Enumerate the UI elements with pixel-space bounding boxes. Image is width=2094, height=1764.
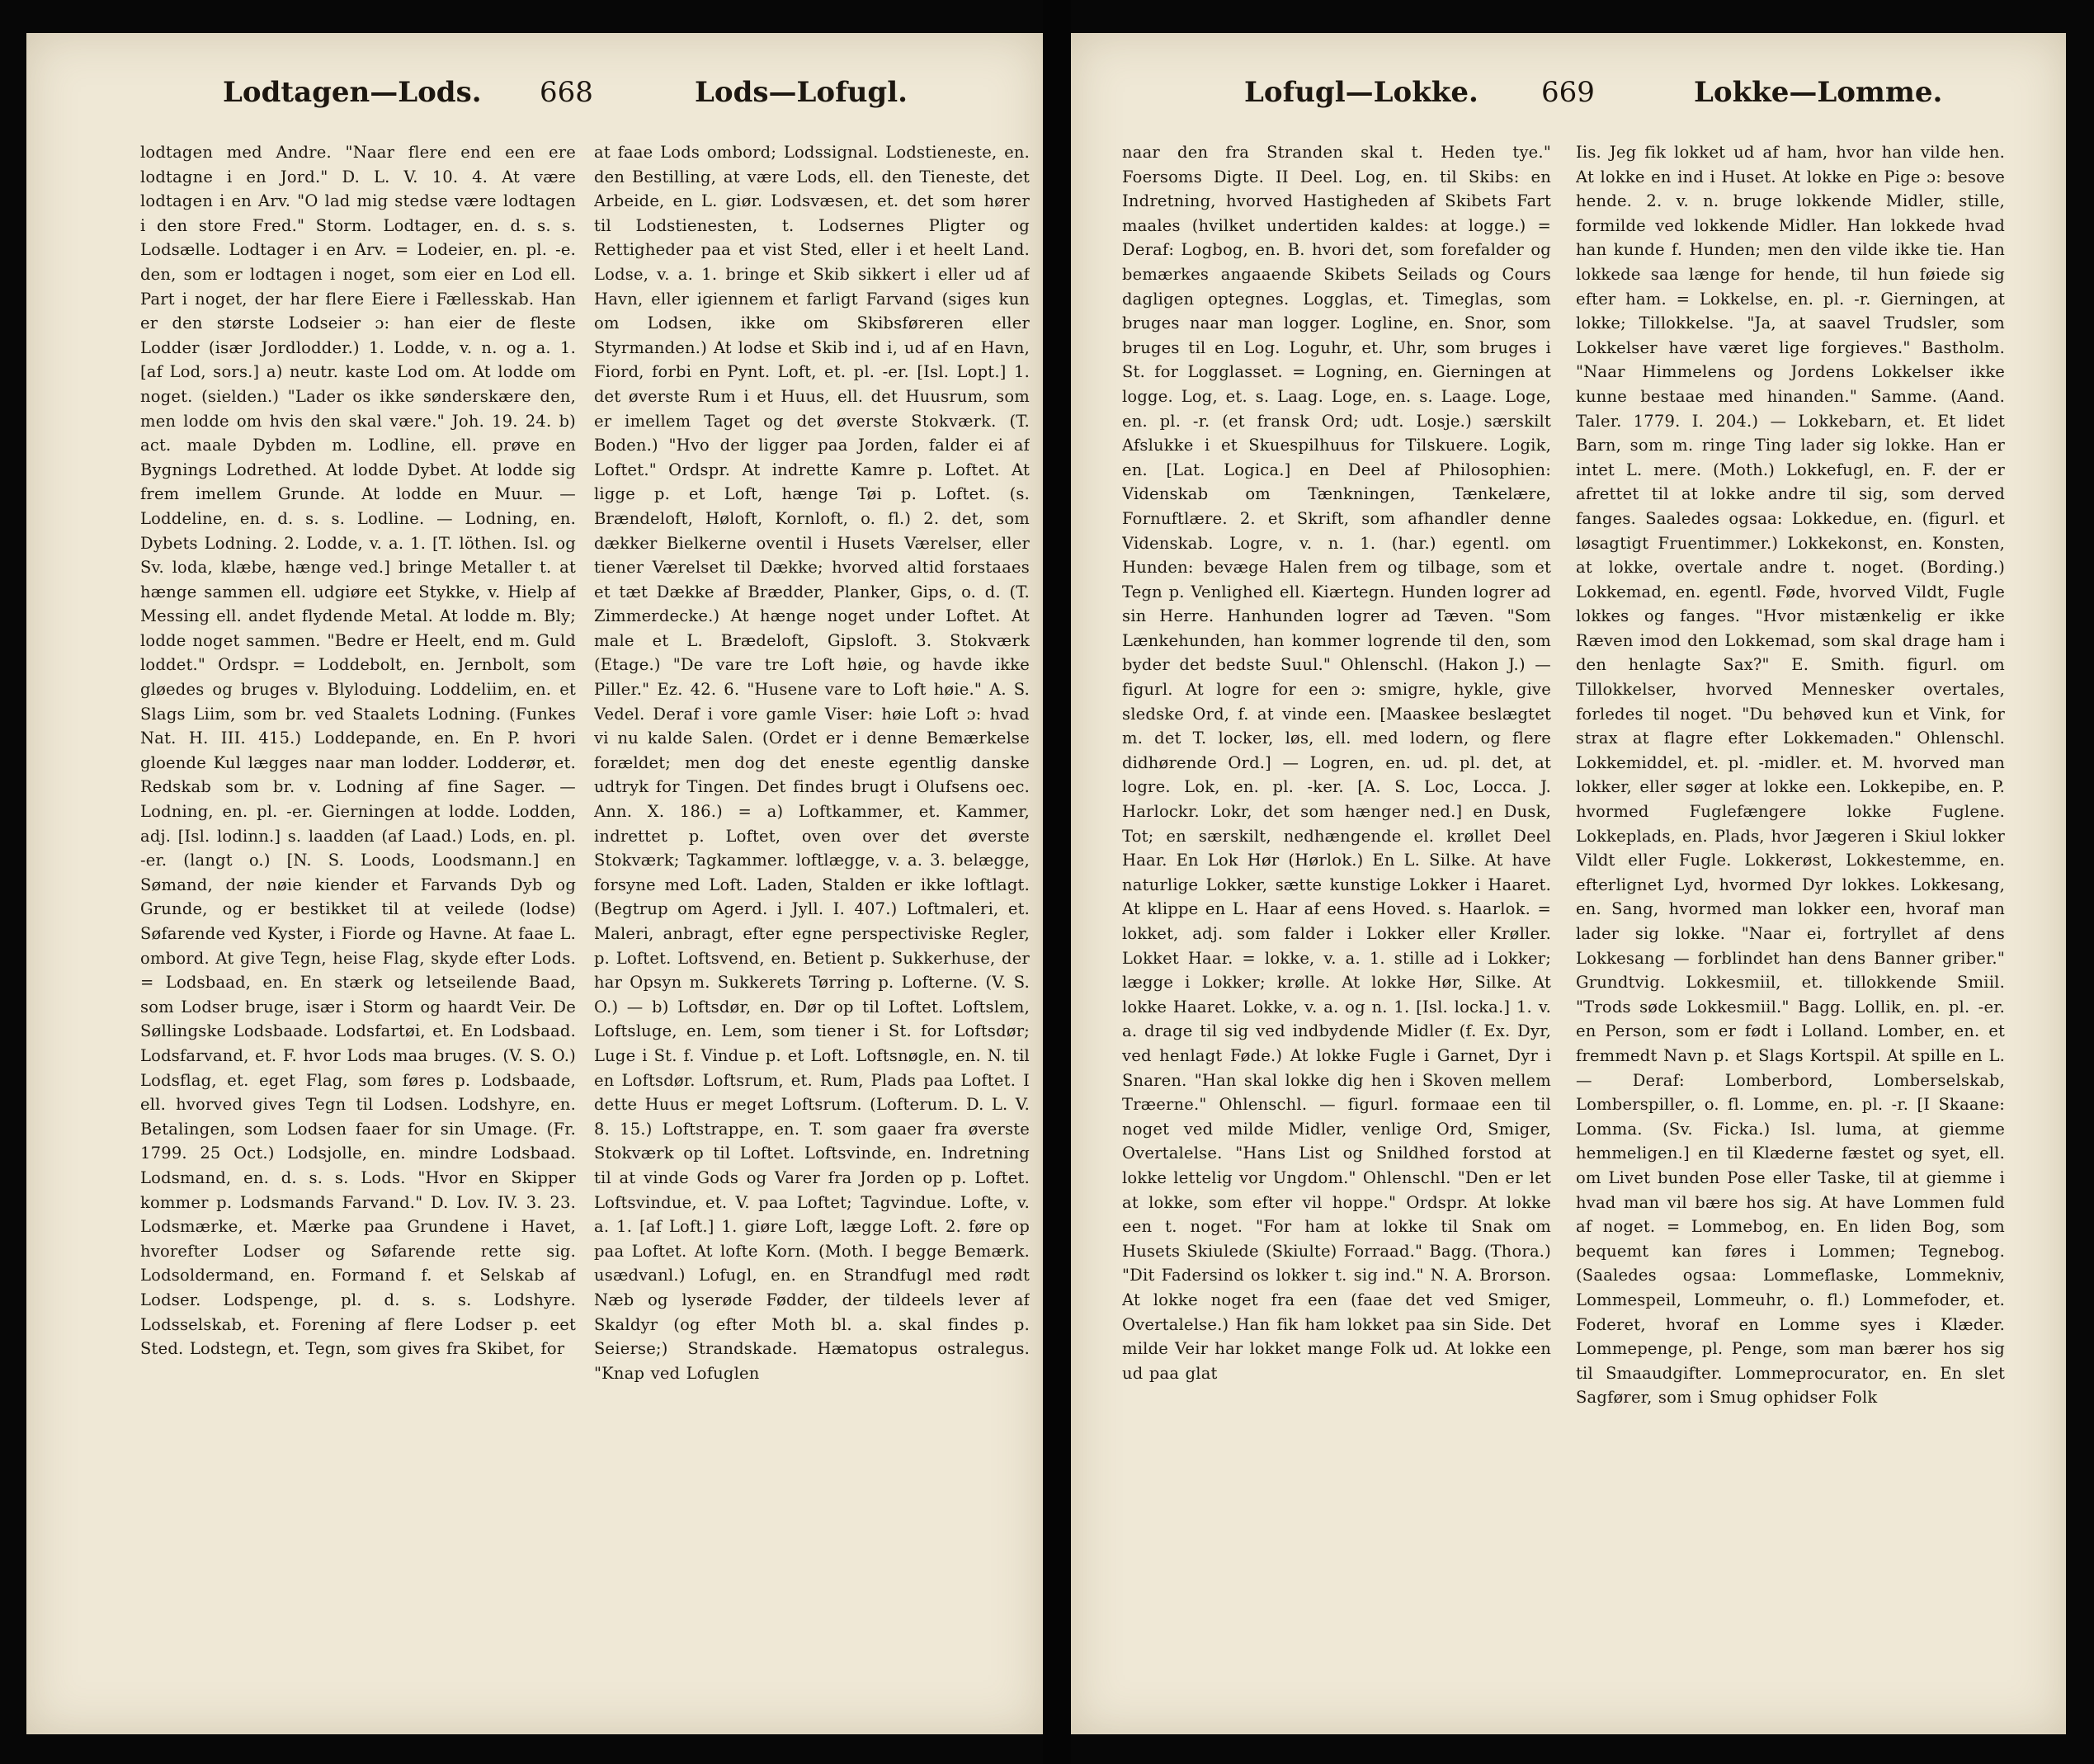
- running-head-right: Lods—Lofugl.: [695, 76, 908, 109]
- page-number: 668: [540, 76, 593, 109]
- page-number: 669: [1541, 76, 1595, 109]
- text-column-2: [594, 140, 1030, 1716]
- running-head-left: Lodtagen—Lods.: [223, 76, 482, 109]
- running-head-right: Lokke—Lomme.: [1694, 76, 1943, 109]
- page-header: [1071, 76, 2066, 129]
- text-column-1: [140, 140, 576, 1716]
- book-gutter: [1043, 0, 1071, 1764]
- right-page: [1071, 33, 2066, 1734]
- text-column-1: [1122, 140, 1551, 1716]
- left-page: [26, 33, 1043, 1734]
- dictionary-text: naar den fra Stranden skal t. Heden tye." Foersoms Digte. II Deel. Log, en. til Skibs: en Indretning, hvorved Hastigheden af Skibets Fart maales (hvilket undertiden kaldes: at logge.) = Deraf: Logbog, en. B. hvori det, som forefalder og bemærkes angaaende Skibets Seilads og Cours dagligen optegnes. Logglas, et. Timeglas, som bruges naar man logger. Logline, en. Snor, som bruges til en Log. Loguhr, et. Uhr, som bruges i St. for Logglasset. = Logning, en. Gierningen at logge. Log, et. s. Laag. Loge, en. s. Laage. Loge, en. pl. -r. (et fransk Ord; udt. Losje.) særskilt Afslukke i et Skuespilhuus for Tilskuere. Logik, en. [Lat. Logica.] en Deel af Philosophien: Videnskab om Tænkningen, Tænkelære, Fornuftlære. 2. et Skrift, som afhandler denne Videnskab. Logre, v. n. 1. (har.) egentl. om Hunden: bevæge Halen frem og tilbage, som et Tegn p. Venlighed ell. Kiærtegn. Hunden logrer ad sin Herre. Hanhunden logrer ad Tæven. "Som Lænkehunden, han kommer logrende til den, som byder det bedste Suul." Ohlenschl. (Hakon J.) — figurl. At logre for een ɔ: smigre, hykle, give sledske Ord, f. at vinde een. [Maaskee beslægtet m. det T. locker, løs, ell. med lodern, og flere didhørende Ord.] — Logren, en. ud. pl. det, at logre. Lok, en. pl. -ker. [A. S. Loc, Locca. J. Harlockr. Lokr, det som hænger ned.] en Dusk, Tot; en særskilt, nedhængende el. krøllet Deel Haar. En Lok Hør (Hørlok.) En L. Silke. At have naturlige Lokker, sætte kunstige Lokker i Haaret. At klippe en L. Haar af eens Hoved. s. Haarlok. = lokket, adj. som falder i Lokker eller Krøller. Lokket Haar. = lokke, v. a. 1. stille ad i Lokker; lægge i Lokker; krølle. At lokke Hør, Silke. At lokke Haaret. Lokke, v. a. og n. 1. [Isl. locka.] 1. v. a. drage til sig ved indbydende Midler (f. Ex. Dyr, ved henlagt Føde.) At lokke Fugle i Garnet, Dyr i Snaren. "Han skal lokke dig hen i Skoven mellem Træerne." Ohlenschl. — figurl. formaae een til noget ved milde Midler, venlige Ord, Smiger, Overtalelse. "Hans List og Snildhed forstod at lokke lettelig vor Ungdom." Ohlenschl. "Den er let at lokke, som efter vil hoppe." Ordspr. At lokke een t. noget. "For ham at lokke til Snak om Husets Skiulede (Skiulte) Forraad." Bagg. (Thora.) "Dit Fadersind os lokker t. sig ind." N. A. Brorson. At lokke noget fra een (faae det ved Smiger, Overtalelse.) Han fik ham lokket paa sin Side. Det milde Veir har lokket mange Folk ud. At lokke een ud paa glat: [1122, 143, 1551, 1383]
- running-head-left: Lofugl—Lokke.: [1244, 76, 1479, 109]
- page-header: [26, 76, 1043, 129]
- dictionary-text: at faae Lods ombord; Lodssignal. Lodstieneste, en. den Bestilling, at være Lods, ell. den Tieneste, det Arbeide, en L. giør. Lodsvæsen, et. det som hører til Lodstienesten, t. Lodsernes Pligter og Rettigheder paa et vist Sted, eller i et heelt Land. Lodse, v. a. 1. bringe et Skib sikkert i eller ud af Havn, eller igiennem et farligt Farvand (siges kun om Lodsen, ikke om Skibsføreren eller Styrmanden.) At lodse et Skib ind i, ud af en Havn, Fiord, forbi en Pynt. Loft, et. pl. -er. [Isl. Lopt.] 1. det øverste Rum i et Huus, ell. det Huusrum, som er imellem Taget og det øverste Stokværk. (T. Boden.) "Hvo der ligger paa Jorden, falder ei af Loftet." Ordspr. At indrette Kamre p. Loftet. At ligge p. et Loft, hænge Tøi p. Loftet. (s. Brændeloft, Høloft, Kornloft, o. fl.) 2. det, som dækker Bielkerne oventil i Husets Værelser, eller tiener Værelset til Dække; hvorved altid forstaaes et tæt Dække af Brædder, Planker, Gips, o. d. (T. Zimmerdecke.) At hænge noget under Loftet. At male et L. Brædeloft, Gipsloft. 3. Stokværk (Etage.) "De vare tre Loft høie, og havde ikke Piller." Ez. 42. 6. "Husene vare to Loft høie." A. S. Vedel. Deraf i vore gamle Viser: høie Loft ɔ: hvad vi nu kalde Salen. (Ordet er i denne Bemærkelse forældet; men dog det eneste egentlig danske udtryk for Tingen. Det findes brugt i Olufsens oec. Ann. X. 186.) = a) Loftkammer, et. Kammer, indrettet p. Loftet, oven over det øverste Stokværk; Tagkammer. loftlægge, v. a. 3. belægge, forsyne med Loft. Laden, Stalden er ikke loftlagt. (Begtrup om Agerd. i Jyll. I. 407.) Loftmaleri, et. Maleri, anbragt, efter egne perspectiviske Regler, p. Loftet. Loftsvend, en. Betient p. Sukkerhuse, der har Opsyn m. Sukkerets Tørring p. Lofterne. (V. S. O.) — b) Loftsdør, en. Dør op til Loftet. Loftslem, Loftsluge, en. Lem, som tiener i St. for Loftsdør; Luge i St. f. Vindue p. et Loft. Loftsnøgle, en. N. til en Loftsdør. Loftsrum, et. Rum, Plads paa Loftet. I dette Huus er meget Loftsrum. (Lofterum. D. L. V. 8. 15.) Loftstrappe, en. T. som gaaer fra øverste Stokværk op til Loftet. Loftsvinde, en. Indretning til at vinde Gods og Varer fra Jorden op p. Loftet. Loftsvindue, et. V. paa Loftet; Tagvindue. Lofte, v. a. 1. [af Loft.] 1. giøre Loft, lægge Loft. 2. føre op paa Loftet. At lofte Korn. (Moth. I begge Bemærk. usædvanl.) Lofugl, en. en Strandfugl med rødt Næb og lyserøde Fødder, der tildeels lever af Skaldyr (og efter Moth bl. a. skal findes p. Seierse;) Strandskade. Hæmatopus ostralegus. "Knap ved Lofuglen: [594, 143, 1030, 1383]
- dictionary-text: lodtagen med Andre. "Naar flere end een ere lodtagne i en Jord." D. L. V. 10. 4. At være lodtagen i en Arv. "O lad mig stedse være lodtagen i den store Fred." Storm. Lodtager, en. d. s. s. Lodsælle. Lodtager i en Arv. = Lodeier, en. pl. -e. den, som er lodtagen i noget, som eier en Lod ell. Part i noget, der har flere Eiere i Fællesskab. Han er den største Lodseier ɔ: han eier de fleste Lodder (især Jordlodder.) 1. Lodde, v. n. og a. 1. [af Lod, sors.] a) neutr. kaste Lod om. At lodde om noget. (sielden.) "Lader os ikke sønderskære den, men lodde om hvis den skal være." Joh. 19. 24. b) act. maale Dybden m. Lodline, ell. prøve en Bygnings Lodrethed. At lodde Dybet. At lodde sig frem imellem Grunde. At lodde en Muur. — Loddeline, en. d. s. s. Lodline. — Lodning, en. Dybets Lodning. 2. Lodde, v. a. 1. [T. löthen. Isl. og Sv. loda, klæbe, hænge ved.] bringe Metaller t. at hænge sammen ell. udgiøre eet Stykke, v. Hielp af Messing ell. andet flydende Metal. At lodde m. Bly; lodde noget sammen. "Bedre er Heelt, end m. Guld loddet." Ordspr. = Loddebolt, en. Jernbolt, som gløedes og bruges v. Blyloduing. Loddeliim, en. et Slags Liim, som br. ved Staalets Lodning. (Funkes Nat. H. III. 415.) Loddepande, en. En P. hvori gloende Kul lægges naar man lodder. Lodderør, et. Redskab som br. v. Lodning af fine Sager. — Lodning, en. pl. -er. Gierningen at lodde. Lodden, adj. [Isl. lodinn.] s. laadden (af Laad.) Lods, en. pl. -er. (langt o.) [N. S. Loods, Loodsmann.] en Sømand, der nøie kiender et Farvands Dyb og Grunde, og er bestikket til at veilede (lodse) Søfarende ved Kyster, i Fiorde og Havne. At faae L. ombord. At give Tegn, heise Flag, skyde efter Lods. = Lodsbaad, en. En stærk og letseilende Baad, som Lodser bruge, især i Storm og haardt Veir. De Søllingske Lodsbaade. Lodsfartøi, et. En Lodsbaad. Lodsfarvand, et. F. hvor Lods maa bruges. (V. S. O.) Lodsflag, et. eget Flag, som føres p. Lodsbaade, ell. hvorved gives Tegn til Lodsen. Lodshyre, en. Betalingen, som Lodsen faaer for sin Umage. (Fr. 1799. 25 Oct.) Lodsjolle, en. mindre Lodsbaad. Lodsmand, en. d. s. s. Lods. "Hvor en Skipper kommer p. Lodsmands Farvand." D. Lov. IV. 3. 23. Lodsmærke, et. Mærke paa Grundene i Havet, hvorefter Lodser og Søfarende rette sig. Lodsoldermand, en. Formand f. et Selskab af Lodser. Lodspenge, pl. d. s. s. Lodshyre. Lodsselskab, et. Forening af flere Lodser p. eet Sted. Lodstegn, et. Tegn, som gives fra Skibet, for: [140, 143, 576, 1359]
- dictionary-text: Iis. Jeg fik lokket ud af ham, hvor han vilde hen. At lokke en ind i Huset. At lokke en Pige ɔ: besove hende. 2. v. n. bruge lokkende Midler, stille, formilde ved lokkende Midler. Han lokkede hvad han kunde f. Hunden; men den vilde ikke tie. Han lokkede saa længe for hende, til hun føiede sig efter ham. = Lokkelse, en. pl. -r. Gierningen, at lokke; Tillokkelse. "Ja, at saavel Trudsler, som Lokkelser have været lige forgieves." Bastholm. "Naar Himmelens og Jordens Lokkelser ikke kunne bestaae med hinanden." Samme. (Aand. Taler. 1779. I. 204.) — Lokkebarn, et. Et lidet Barn, som m. ringe Ting lader sig lokke. Han er intet L. mere. (Moth.) Lokkefugl, en. F. der er afrettet til at lokke andre til sig, som derved fanges. Saaledes ogsaa: Lokkedue, en. (figurl. et løsagtigt Fruentimmer.) Lokkekonst, en. Konsten, at lokke, overtale andre t. noget. (Bording.) Lokkemad, en. egentl. Føde, hvorved Vildt, Fugle lokkes og fanges. "Hvor mistænkelig er ikke Ræven imod den Lokkemad, som skal drage ham i den henlagte Sax?" E. Smith. figurl. om Tillokkelser, hvorved Mennesker overtales, forledes til noget. "Du behøved kun et Vink, for strax at flagre efter Lokkemaden." Ohlenschl. Lokkemiddel, et. pl. -midler. et. M. hvorved man lokker, eller søger at lokke een. Lokkepibe, en. P. hvormed Fuglefængere lokke Fuglene. Lokkeplads, en. Plads, hvor Jægeren i Skiul lokker Vildt eller Fugle. Lokkerøst, Lokkestemme, en. efterlignet Lyd, hvormed Dyr lokkes. Lokkesang, en. Sang, hvormed man lokker een, hvoraf man lader sig lokke. "Naar ei, fortryllet af dens Lokkesang — forblindet han dens Banner griber." Grundtvig. Lokkesmiil, et. tillokkende Smiil. "Trods søde Lokkesmiil." Bagg. Lollik, en. pl. -er. en Person, som er født i Lolland. Lomber, en. et fremmedt Navn p. et Slags Kortspil. At spille en L. — Deraf: Lomberbord, Lomberselskab, Lomberspiller, o. fl. Lomme, en. pl. -r. [I Skaane: Lomma. (Sv. Ficka.) Isl. luma, at giemme hemmeligen.] en til Klæderne fæstet og syet, ell. om Livet bunden Pose eller Taske, til at giemme i hvad man vil bære hos sig. At have Lommen fuld af noget. = Lommebog, en. En liden Bog, som bequemt kan føres i Lommen; Tegnebog. (Saaledes ogsaa: Lommeflaske, Lommekniv, Lommespeil, Lommeuhr, o. fl.) Lommefoder, et. Foderet, hvoraf en Lomme syes i Klæder. Lommepenge, pl. Penge, som man bærer hos sig til Smaaudgifter. Lommeprocurator, en. En slet Sagfører, som i Smug ophidser Folk: [1576, 143, 2005, 1408]
- text-column-2: [1576, 140, 2005, 1716]
